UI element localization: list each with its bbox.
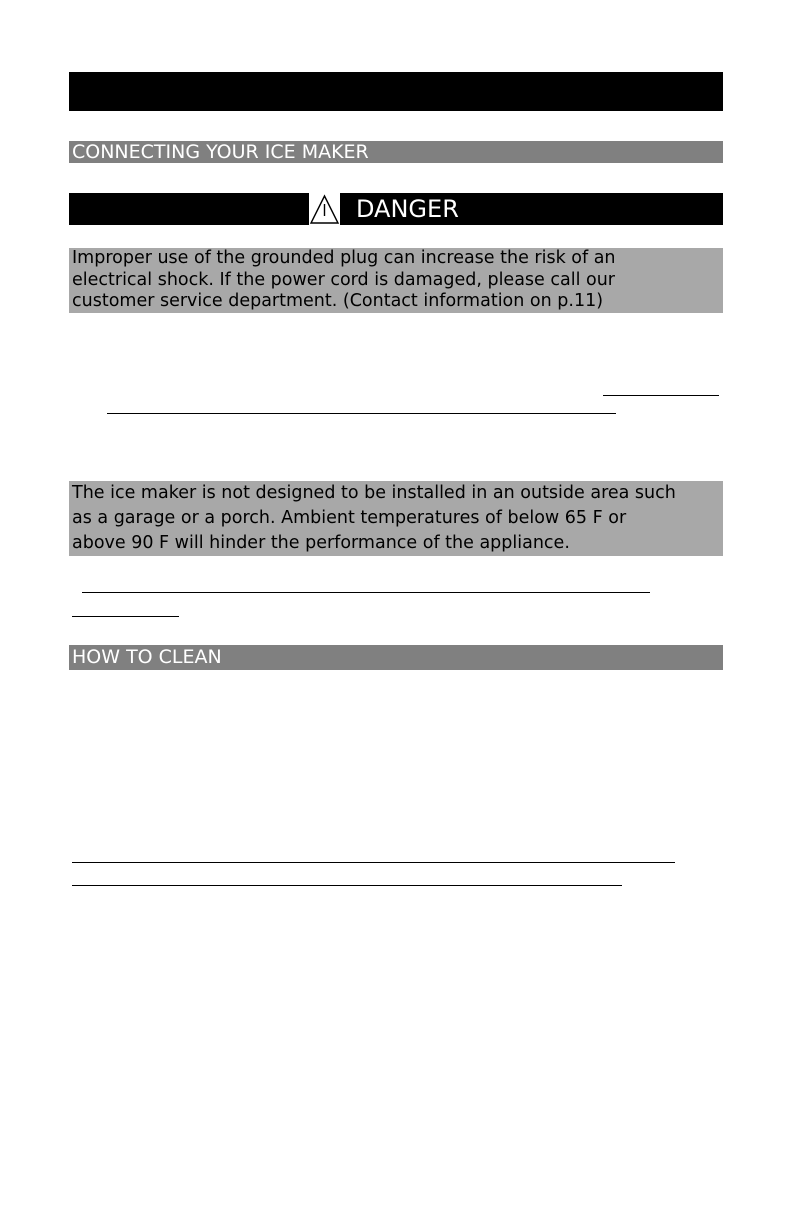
danger-label: DANGER	[356, 195, 459, 223]
placement-note-line: above 90 F will hinder the performance of the appliance.	[72, 533, 570, 553]
placement-note-box	[69, 481, 723, 556]
underline-rule	[107, 413, 616, 414]
underline-rule	[603, 395, 719, 396]
danger-message-line: electrical shock. If the power cord is damaged, please call our	[72, 269, 615, 290]
section-header-cleaning-label: HOW TO CLEAN	[72, 646, 222, 668]
warning-triangle-icon	[309, 193, 340, 225]
section-header-cleaning	[69, 645, 723, 670]
placement-note-line: as a garage or a porch. Ambient temperatures of below 65 F or	[72, 508, 627, 528]
section-header-connecting-label: CONNECTING YOUR ICE MAKER	[72, 141, 369, 163]
placement-note-line: The ice maker is not designed to be installed in an outside area such	[72, 483, 676, 503]
underline-rule	[82, 592, 650, 593]
section-header-connecting	[69, 141, 723, 163]
page-title-bar	[69, 72, 723, 111]
underline-rule	[72, 885, 622, 886]
danger-message-line: customer service department. (Contact information on p.11)	[72, 291, 604, 311]
danger-message-line: Improper use of the grounded plug can increase the risk of an	[72, 248, 616, 268]
danger-message-box	[69, 248, 723, 313]
underline-rule	[72, 862, 675, 863]
underline-rule	[72, 616, 179, 617]
